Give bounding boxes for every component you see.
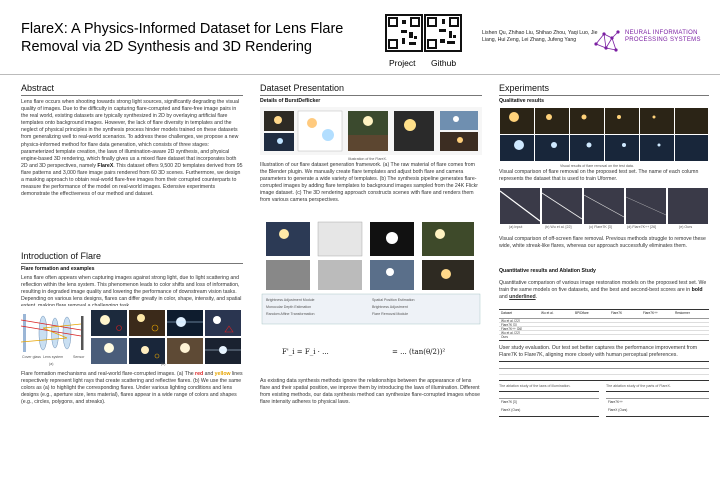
- project-label: Project: [389, 58, 416, 68]
- ablation-caption-left: The ablation study of the laws of illumination.: [499, 384, 571, 388]
- visual-results-caption: Visual results of flare removal on the test data.: [560, 164, 634, 168]
- header-divider: [0, 74, 720, 75]
- flare-formation-figure: [21, 306, 243, 368]
- legend-brightness-adjust: Brightness Adjustment: [372, 305, 408, 309]
- offscreen-comparison-figure: [499, 187, 709, 231]
- illumination-equation: [282, 340, 482, 366]
- table-header-dataset: Dataset: [501, 311, 512, 315]
- equation-right: = ... (tan(θ/2))²: [392, 348, 446, 356]
- table-header-restormer: Restormer: [675, 311, 690, 315]
- table-row-label: Wu et al. [22]: [501, 319, 520, 323]
- table-row-label: Flare7K [3]: [501, 323, 517, 327]
- introduction-rule: [21, 263, 243, 264]
- author-list: Lishen Qu, Zhihao Liu, Shihao Zhou, Yaqi Luo, Jie Liang, Hui Zeng, Lei Zhang, Jufeng Yang: [482, 30, 598, 43]
- panel-a-label: (a): [49, 362, 54, 366]
- offscreen-label-ours: (e) Ours: [679, 225, 693, 229]
- user-study-body: User study evaluation. Our test set better captures the performance improvement from Flare7K to Flare7K, aligning more closely with human perceptual preferences.: [499, 345, 698, 359]
- user-study-table: [499, 361, 709, 381]
- introduction-subheading: Flare formation and examples: [21, 266, 95, 272]
- legend-affine-transform: Random Affine Transformation: [266, 312, 315, 316]
- dataset-body-2: As existing data synthesis methods ignore the relationships between the appearance of lens flare and their spatial position, we improve them by introducing the laws of illumination. Different from existing methods, our data synthesis method can synthesize flare-corrupted images whose flare intensity adheres to physical laws.: [260, 378, 481, 406]
- qualitative-body: Visual comparison of flare removal on the proposed test set. The name of each column represents the dataset that is used to train Uformer.: [499, 169, 699, 183]
- ablation-left-row-label: FlareX (Ours): [501, 408, 521, 412]
- experiments-heading: Experiments: [499, 83, 550, 93]
- quantitative-subheading: Quantitative results and Ablation Study: [499, 268, 596, 274]
- introduction-heading: Introduction of Flare: [21, 251, 102, 261]
- offscreen-label-wu: (b) Wu et al. [22]: [545, 225, 572, 229]
- table-header-flare7k: Flare7K: [611, 311, 623, 315]
- dataset-body-1: Illustration of our flare dataset generation framework. (a) The raw material of flare comes from the Blender plugin. We manually create flare templates and adjust both flare and camera parameters to generate a wide variety of templates. (b) The synthesis pipeline generates flare-corrupted images by adding flare templates to background images sampled from the 24K Flickr image dataset. (c) The 3D rendering approach constructs scenes with flare and renders them from various camera perspectives.: [260, 162, 478, 204]
- table-row-label: Wu et al. [22]: [501, 331, 520, 335]
- lens-label-cover-glass: Cover glass: [22, 355, 41, 359]
- qualitative-subheading: Qualitative results: [499, 98, 544, 104]
- project-qr-code[interactable]: [385, 14, 423, 52]
- abstract-rule: [21, 95, 243, 96]
- github-label: Github: [431, 58, 457, 68]
- offscreen-label-flare7k: (c) Flare7K [3]: [589, 225, 612, 229]
- neurips-logo-icon: [592, 26, 622, 56]
- ablation-right-row-label: FlareX (Ours): [608, 408, 628, 412]
- legend-depth-estimation: Monocular Depth Estimation: [266, 305, 312, 309]
- poster-header: [0, 0, 720, 74]
- legend-flare-removal: Flare Removal Module: [372, 312, 409, 316]
- table-row-label: Flare7K++ [26]: [501, 327, 523, 331]
- lens-label-sensor: Sensor: [73, 355, 85, 359]
- introduction-body: Lens flare often appears when capturing images against strong light, due to light scattering and reflection within the lens system. This phenomenon leads to color shifts and loss of information, resulting in degraded image quality and lowering the performance of downstream vision tasks. Depending on various lens designs, flares can differ greatly in color, shape, intensity, and spatial: [21, 275, 242, 303]
- dataset-rule: [260, 95, 482, 96]
- flarex-overview-figure: [260, 107, 482, 155]
- offscreen-label-flare7kpp: (d) Flare7K++ [26]: [627, 225, 657, 229]
- qualitative-results-grid: [499, 107, 709, 163]
- overview-caption: Illustration of the FlareX.: [348, 157, 387, 161]
- legend-spatial-position: Spatial Position Estimation: [372, 298, 415, 302]
- panel-b-label: (b): [161, 362, 166, 366]
- quantitative-body: Quantitative comparison of various image restoration models on the proposed test set. We train the same models on five datasets, and the best and second-best scores are in bold and underlined.: [499, 280, 707, 301]
- conference-name: NEURAL INFORMATION PROCESSING SYSTEMS: [625, 30, 701, 44]
- github-qr-code[interactable]: [424, 14, 462, 52]
- ablation-left-row-label: Flare7K [3]: [501, 400, 517, 404]
- ablation-table-parts: [606, 391, 709, 417]
- quantitative-table: [499, 309, 709, 341]
- flare-formation-caption: Flare formation mechanisms and real-world flare-corrupted images. (a) The red and yellow lines respectively represent light rays that create scattering and reflective flares. (b) We use the same colors as (a) to highlight the corresponding flares. Under various lighting conditions and lens designs (e.g., aperture size, lens material), flares appear in a wide range of colors and shapes (e.g., circles, polygons, and streaks).: [21, 371, 243, 406]
- table-row-label: Ours: [501, 335, 508, 339]
- ablation-right-row-label: Flare7K++: [608, 400, 623, 404]
- table-header-bpid: BPIDflare: [575, 311, 589, 315]
- synthesis-pipeline-figure: [260, 220, 482, 326]
- ablation-caption-right: The ablation study of the parts of FlareX.: [606, 384, 671, 388]
- dataset-subheading: Details of BurstDeflicker: [260, 98, 321, 104]
- dataset-heading: Dataset Presentation: [260, 83, 345, 93]
- equation-left: F'_i = F_i · ...: [282, 348, 329, 356]
- abstract-body: Lens flare occurs when shooting towards strong light sources, significantly degrading the visual quality of images. Due to the difficulty in capturing flare-corrupted and flare-free image pairs in the real world, existing datasets are typically synthesized in 2D by overlaying artificial flare templates onto background images. However, the lack of flare diversity in templates and the neglect of physical principles in the synthesis process hinder models trained on these datasets from generalizing well to real-world scenarios. To address these challenges, we propose a new physics-informed method for flare data generation, which consists of three stages: parameterized template creation, the laws of illumination-aware 2D synthesis, and physical engine-based 3D rendering, which finally gives us a mixed flare dataset that incorporates both 2D and 3D perspectives, namely FlareX. This dataset offers 9,500 2D templates derived from 95 flare patterns and 3,000 flare image pairs rendered from 60 3D scenes. Furthermore, we design a masking approach to obtain real-world flare-free images from their corrupted counterparts to measure the performance of the model on real-world images. Extensive experiments demonstrate the effectiveness of our method and dataset.: [21, 99, 243, 198]
- offscreen-label-input: (a) Input: [509, 225, 523, 229]
- legend-brightness-module: Brightness Adjustment Module: [266, 298, 315, 302]
- offscreen-body: Visual comparison of off-screen flare removal. Previous methods struggle to remove these wide, white streak-like flares, whereas our approach successfully eliminates them.: [499, 236, 706, 250]
- experiments-rule: [499, 95, 709, 96]
- ablation-table-illumination: [499, 391, 599, 417]
- table-header-wu: Wu et al.: [541, 311, 554, 315]
- poster-title: FlareX: A Physics-Informed Dataset for Lens Flare Removal via 2D Synthesis and 3D Rendering: [21, 21, 344, 55]
- table-header-flare7kpp: Flare7K++: [643, 311, 658, 315]
- lens-label-lens-system: Lens system: [43, 355, 64, 359]
- abstract-heading: Abstract: [21, 83, 55, 93]
